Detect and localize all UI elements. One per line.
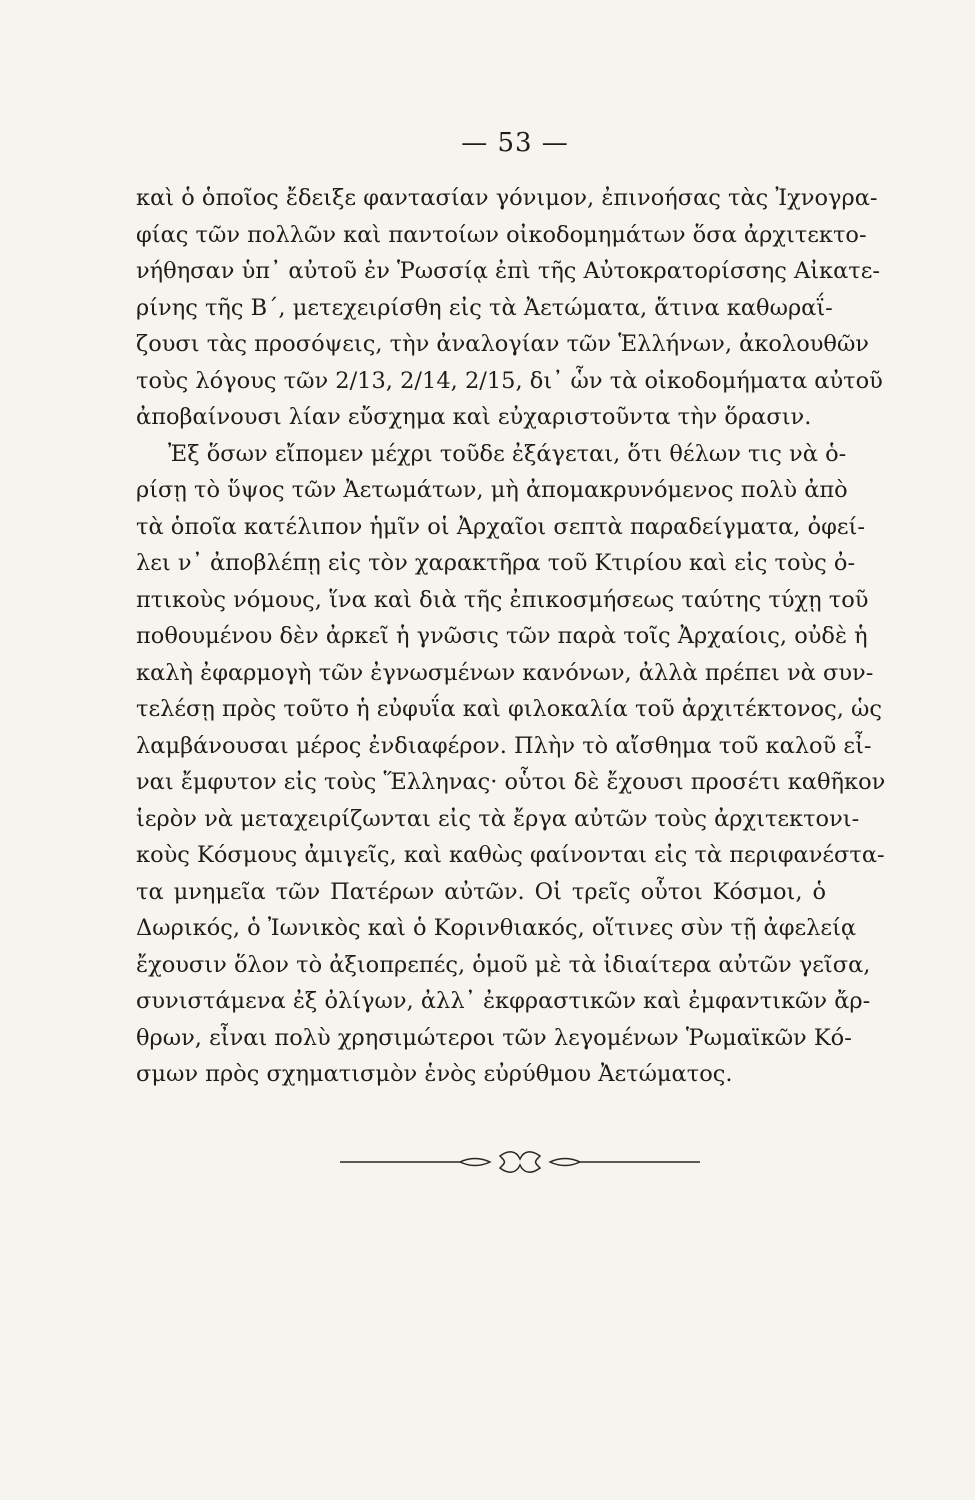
text-line: ναι ἔμφυτον εἰς τοὺς Ἕλληνας· οὗτοι δὲ ἔχουσι προσέτι καθῆκον [136, 769, 886, 795]
text-line: ἔχουσιν ὅλον τὸ ἀξιοπρεπές, ὁμοῦ μὲ τὰ ἰδιαίτερα αὐτῶν γεῖσα, [136, 951, 871, 978]
text-line: τοὺς λόγους τῶν 2/13, 2/14, 2/15, δι᾽ ὧν τὰ οἰκοδομήματα αὐτοῦ [136, 367, 883, 394]
text-line: καὶ ὁ ὁποῖος ἔδειξε φαντασίαν γόνιμον, ἐπινοήσας τὰς Ἰχνογρα- [136, 185, 878, 211]
text-line: τὰ ὁποῖα κατέλιπον ἡμῖν οἱ Ἀρχαῖοι σεπτὰ παραδείγματα, ὀφεί- [136, 513, 865, 540]
text-line: ἀποβαίνουσι λίαν εὔσχημα καὶ εὐχαριστοῦντα τὴν ὅρασιν. [136, 404, 812, 430]
text-line: κοὺς Κόσμους ἀμιγεῖς, καὶ καθὼς φαίνονται εἰς τὰ περιφανέστα- [136, 842, 885, 868]
text-line: καλὴ ἐφαρμογὴ τῶν ἐγνωσμένων κανόνων, ἀλλὰ πρέπει νὰ συν- [136, 659, 874, 686]
text-line: φίας τῶν πολλῶν καὶ παντοίων οἰκοδομημάτων ὅσα ἀρχιτεκτο- [136, 221, 867, 248]
text-line: θρων, εἶναι πολὺ χρησιμώτεροι τῶν λεγομένων Ῥωμαϊκῶν Κό- [136, 1024, 852, 1051]
text-line: τα μνημεῖα τῶν Πατέρων αὐτῶν. Οἱ τρεῖς οὗτοι Κόσμοι, ὁ [136, 878, 826, 905]
text-line: λαμβάνουσαι μέρος ἐνδιαφέρον. Πλὴν τὸ αἴσθημα τοῦ καλοῦ εἶ- [136, 732, 872, 759]
text-line: Ἐξ ὅσων εἴπομεν μέχρι τοῦδε ἐξάγεται, ὅτι θέλων τις νὰ ὁ- [168, 440, 847, 467]
text-line: ρίνης τῆς Β΄, μετεχειρίσθη εἰς τὰ Ἀετώματα, ἅτινα καθωραΐ- [136, 294, 833, 321]
page-number: — 53 — [461, 128, 569, 158]
text-line: νήθησαν ὑπ᾽ αὐτοῦ ἐν Ῥωσσίᾳ ἐπὶ τῆς Αὐτοκρατορίσσης Αἰκατε- [136, 258, 880, 284]
text-line: ἱερὸν νὰ μεταχειρίζωνται εἰς τὰ ἔργα αὐτῶν τοὺς ἀρχιτεκτονι- [136, 805, 860, 832]
decorative-rule-icon [340, 1147, 700, 1177]
text-line: ζουσι τὰς προσόψεις, τὴν ἀναλογίαν τῶν Ἑλλήνων, ἀκολουθῶν [136, 331, 869, 357]
text-line: πτικοὺς νόμους, ἵνα καὶ διὰ τῆς ἐπικοσμήσεως ταύτης τύχῃ τοῦ [136, 586, 869, 613]
text-line: ρίσῃ τὸ ὕψος τῶν Ἀετωμάτων, μὴ ἀπομακρυνόμενος πολὺ ἀπὸ [136, 477, 848, 503]
text-line: Δωρικός, ὁ Ἰωνικὸς καὶ ὁ Κορινθιακός, οἵτινες σὺν τῇ ἀφελείᾳ [136, 915, 857, 941]
text-line: συνιστάμενα ἐξ ὀλίγων, ἀλλ᾽ ἐκφραστικῶν καὶ ἐμφαντικῶν ἄρ- [136, 988, 871, 1014]
body-text [136, 180, 886, 1093]
text-line: λει ν᾽ ἀποβλέπῃ εἰς τὸν χαρακτῆρα τοῦ Κτιρίου καὶ εἰς τοὺς ὀ- [136, 550, 856, 576]
text-line: ποθουμένου δὲν ἀρκεῖ ἡ γνῶσις τῶν παρὰ τοῖς Ἀρχαίοις, οὐδὲ ἡ [136, 623, 868, 649]
text-line: σμων πρὸς σχηματισμὸν ἑνὸς εὐρύθμου Ἀετώματος. [136, 1061, 733, 1087]
text-line: τελέσῃ πρὸς τοῦτο ἡ εὐφυΐα καὶ φιλοκαλία τοῦ ἀρχιτέκτονος, ὡς [136, 696, 882, 722]
